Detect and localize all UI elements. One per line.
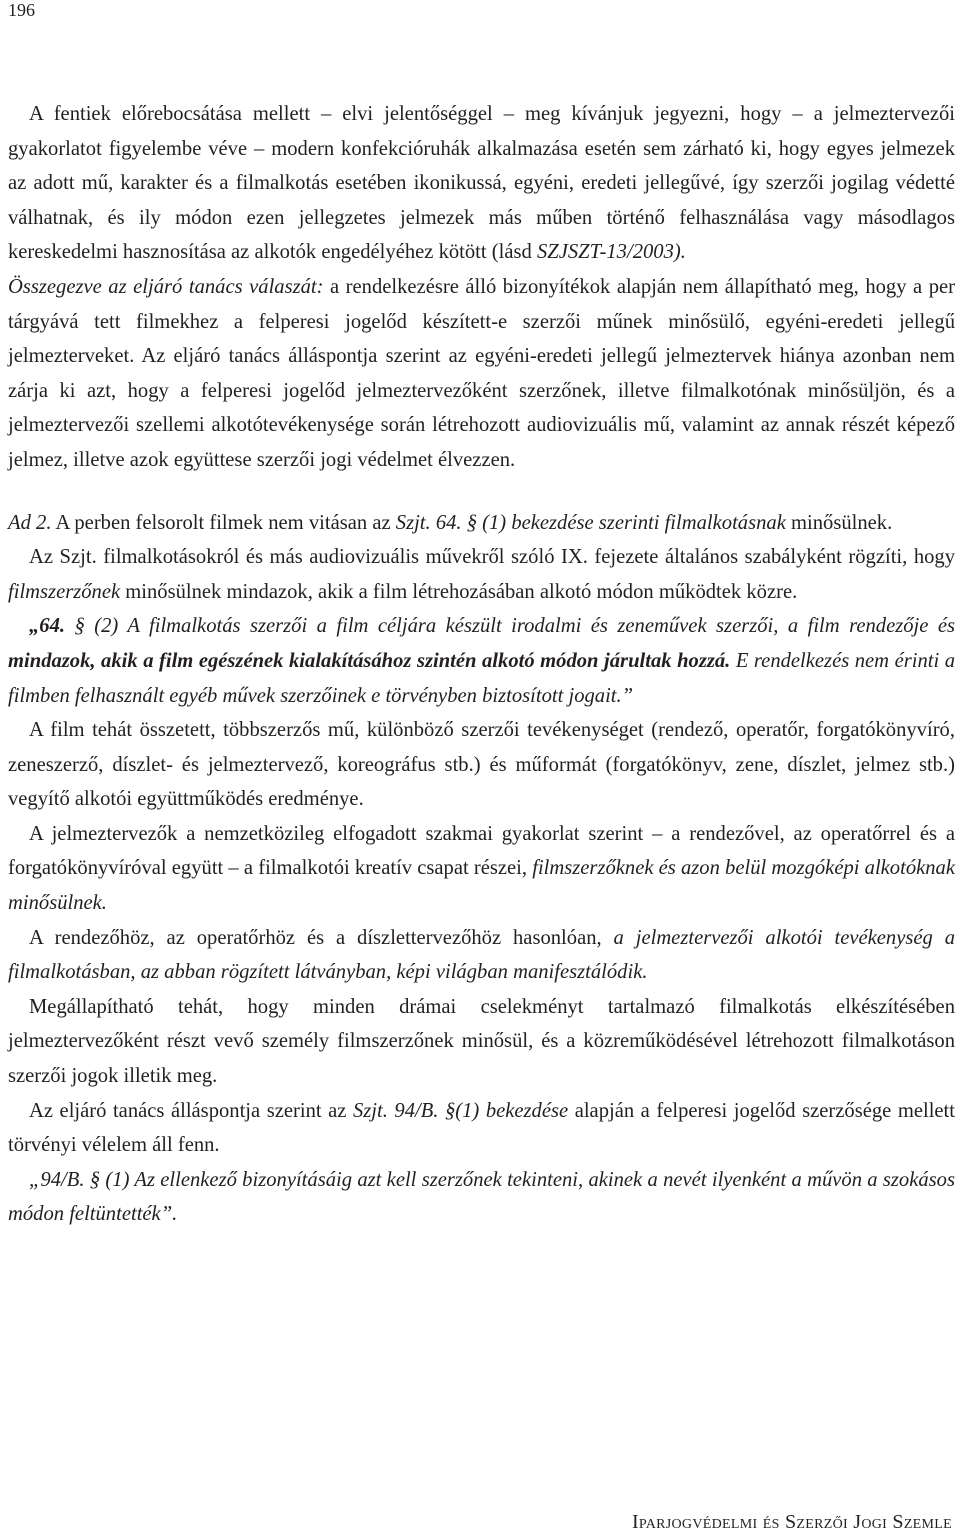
paragraph-1: [8, 97, 955, 270]
text-run: A jelmeztervezők a nemzetközileg elfogadott szakmai gyakorlat szerint – a rendezővel, az operatőrrel és a forgatókönyvíróval együtt – a filmalkotói kreatív csapat részei,: [8, 822, 955, 880]
text-run: A rendezőhöz, az operatőrhöz és a díszlettervezőhöz hasonlóan,: [29, 926, 614, 949]
section-number: „64.: [29, 615, 66, 638]
text-run: a rendelkezésre álló bizonyítékok alapján nem állapítható meg, hogy a per tárgyává tett filmekhez a felperesi jogelőd készített-e szerzői műnek minősülő, egyéni-eredeti jellegű jelmezterveket. Az eljáró tanács álláspontja szerint az egyéni-eredeti jellegű jelmeztervek hiánya azonban nem zárja ki azt, hogy a felperesi jogelőd jelmeztervezőként szerzőnek, illetve filmalkotónak minősüljön, és a jelmeztervezői szellemi alkotótevékenysége során létrehozott audiovizuális mű, valamint az annak részét képező jelmez, illetve azok együttese szerzői jogi védelmet élvezzen.: [8, 275, 955, 471]
page-number: 196: [8, 0, 35, 20]
paragraph-5-quote: [8, 609, 955, 713]
body-text: [8, 97, 955, 1232]
paragraph-10: [8, 1094, 955, 1163]
text-run: alapján a felperesi jogelőd szerzősége mellett törvényi vélelem áll fenn.: [8, 1099, 956, 1157]
text-run: Az eljáró tanács álláspontja szerint az: [29, 1099, 353, 1122]
quote-run: § (2) A filmalkotás szerzői a film céljára készült irodalmi és zeneművek szerzői, a film rendezője és: [65, 615, 955, 638]
text-run: minősülnek mindazok, akik a film létrehozásában alkotó módon működtek közre.: [120, 580, 798, 603]
text-run: A perben felsorolt filmek nem vitásan az: [51, 511, 396, 534]
section-marker: Ad 2.: [8, 511, 52, 534]
citation: SZJSZT-13/2003).: [536, 241, 686, 264]
text-run: A fentiek előrebocsátása mellett – elvi jelentőséggel – meg kívánjuk jegyezni, hogy – a jelmeztervezői gyakorlatot figyelembe véve – modern konfekcióruhák alkalmazása esetén sem zárható ki, hogy egyes jelmezek az adott mű, karakter és a filmalkotás esetében ikonikussá, egyéni, eredeti jellegűvé, így szerzői jogilag védetté válhatnak, és ily módon ezen jellegzetes jelmezek más műben történő felhasználása vagy másodlagos kereskedelmi hasznosítása az alkotók engedélyéhez kötött (lásd: [8, 103, 955, 264]
quote-bold: mindazok, akik a film egészének kialakításához szintén alkotó módon járultak hozzá.: [8, 649, 731, 672]
paragraph-9: Megállapítható tehát, hogy minden drámai cselekményt tartalmazó filmalkotás elkészítésében jelmeztervezőként részt vevő személy filmszerzőnek minősül, és a közreműködésével létrehozott filmalkotáson szerzői jogok illetik meg.: [8, 995, 955, 1088]
paragraph-8: [8, 921, 955, 990]
paragraph-2: [8, 270, 955, 478]
summary-lead: Összegezve az eljáró tanács válaszát:: [8, 275, 324, 298]
emphasis-run: filmszerzőknek és azon belül mozgóképi alkotóknak minősülnek.: [8, 857, 955, 915]
paragraph-4: [8, 540, 955, 609]
paragraph-6: A film tehát összetett, többszerzős mű, különböző szerzői tevékenységet (rendező, operatőr, forgatókönyvíró, zeneszerző, díszlet- és jelmeztervező, koreográfus stb.) és műformát (forgatókönyv, zene, díszlet, jelmez stb.) vegyítő alkotói együttműködés eredménye.: [8, 719, 955, 811]
statute-reference: Szjt. 64. § (1) bekezdése szerinti filmalkotásnak: [395, 511, 786, 534]
paragraph-7: [8, 817, 955, 921]
emphasis-run: a jelmeztervezői alkotói tevékenység a filmalkotásban, az abban rögzített látványban, képi világban manifesztálódik.: [8, 926, 955, 984]
text-run: Az Szjt. filmalkotásokról és más audiovizuális művekről szóló IX. fejezete általános szabályként rögzíti, hogy: [29, 546, 955, 569]
journal-title-footer: Iparjogvédelmi és Szerzői Jogi Szemle: [631, 1511, 952, 1533]
quote-run: E rendelkezés nem érinti a filmben felhasznált egyéb művek szerzőinek e törvényben biztosított jogait.”: [8, 649, 956, 707]
text-run: minősülnek.: [785, 511, 893, 534]
statute-reference: Szjt. 94/B. §(1) bekezdése: [352, 1099, 569, 1122]
paragraph-3: [8, 506, 955, 541]
paragraph-11-quote: [8, 1163, 955, 1232]
emphasis-term: filmszerzőnek: [8, 580, 121, 603]
quote-run: „94/B. § (1) Az ellenkező bizonyításáig azt kell szerzőnek tekinteni, akinek a nevét ilyenként a művön a szokásos módon feltüntették”.: [8, 1168, 955, 1226]
